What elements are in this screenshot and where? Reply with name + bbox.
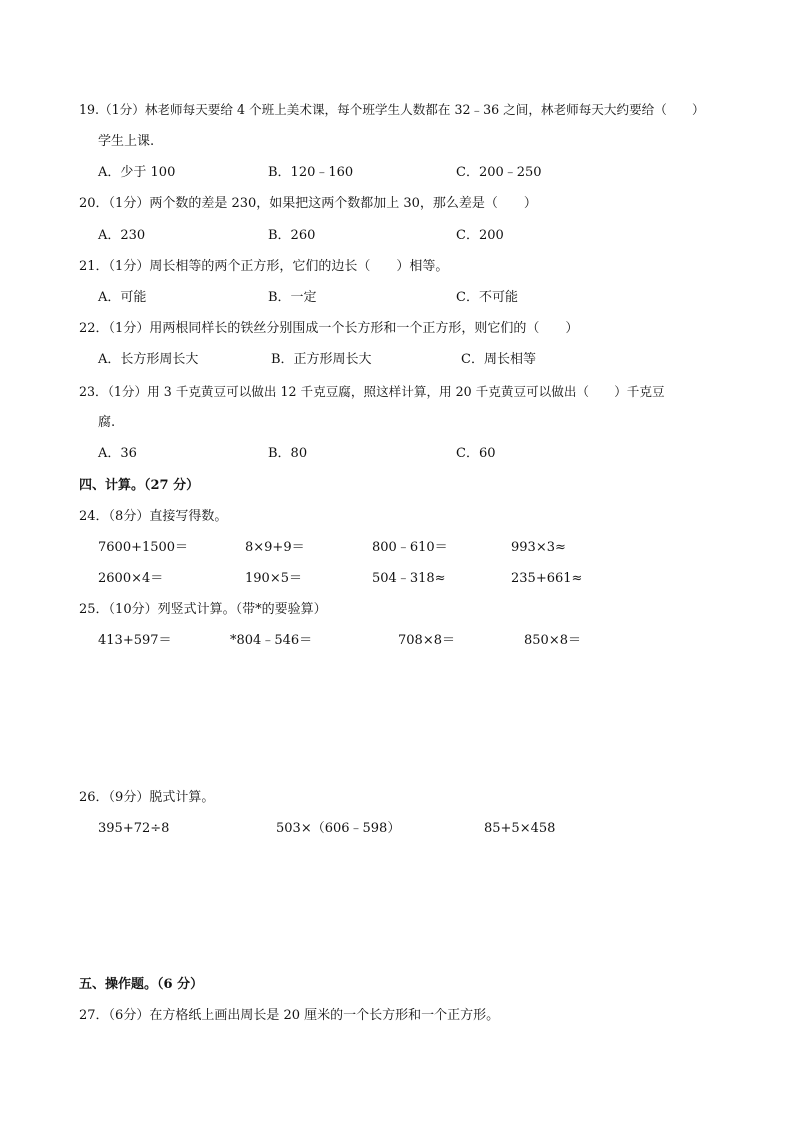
question-22-option-c: C．周长相等 — [461, 352, 536, 367]
question-19-line-1: 19.（1分）林老师每天要给 4 个班上美术课，每个班学生人数都在 32﹣36 之间，林老师每天大约要给（ ） — [79, 102, 705, 117]
q24-r1-expr-3: 800﹣610＝ — [372, 540, 448, 555]
q24-r1-expr-1: 7600+1500＝ — [98, 540, 189, 555]
q26-expr-3: 85+5×458 — [484, 821, 556, 836]
q24-r2-expr-4: 235+661≈ — [511, 571, 583, 586]
question-26-title: 26．（9分）脱式计算。 — [79, 790, 215, 805]
question-23-line-2: 腐. — [98, 415, 116, 430]
question-19-line-2: 学生上课. — [98, 134, 155, 149]
question-21-option-a: A．可能 — [98, 290, 147, 305]
question-20-option-b: B．260 — [268, 228, 316, 243]
question-21-line-1: 21．（1分）周长相等的两个正方形，它们的边长（ ）相等。 — [79, 259, 449, 274]
question-19-option-b: B．120﹣160 — [268, 165, 354, 180]
q24-r2-expr-1: 2600×4＝ — [98, 571, 164, 586]
q24-r1-expr-4: 993×3≈ — [511, 540, 566, 555]
q25-expr-2: *804﹣546＝ — [230, 633, 313, 648]
q25-expr-3: 708×8＝ — [398, 633, 455, 648]
question-23-line-1: 23．（1分）用 3 千克黄豆可以做出 12 千克豆腐，照这样计算，用 20 千克黄豆可以做出（ ）千克豆 — [79, 384, 665, 399]
question-20-option-c: C．200 — [456, 228, 504, 243]
question-27-title: 27．（6分）在方格纸上画出周长是 20 厘米的一个长方形和一个正方形。 — [79, 1008, 500, 1023]
q24-r2-expr-2: 190×5＝ — [245, 571, 302, 586]
q25-expr-4: 850×8＝ — [524, 633, 581, 648]
question-22-line-1: 22．（1分）用两根同样长的铁丝分别围成一个长方形和一个正方形，则它们的（ ） — [79, 321, 579, 336]
q25-expr-1: 413+597＝ — [98, 633, 172, 648]
question-19-option-c: C．200﹣250 — [456, 165, 542, 180]
q26-expr-1: 395+72÷8 — [98, 821, 170, 836]
question-21-option-b: B．一定 — [268, 290, 317, 305]
question-24-title: 24．（8分）直接写得数。 — [79, 509, 228, 524]
question-19-option-a: A．少于 100 — [98, 165, 176, 180]
question-25-title: 25．（10分）列竖式计算。（带*的要验算） — [79, 602, 327, 617]
q24-r1-expr-2: 8×9+9＝ — [245, 540, 305, 555]
q24-r2-expr-3: 504﹣318≈ — [372, 571, 446, 586]
question-20-option-a: A．230 — [98, 228, 146, 243]
q26-expr-2: 503×（606﹣598） — [276, 821, 401, 836]
question-22-option-a: A．长方形周长大 — [98, 352, 199, 367]
section-4-heading: 四、计算。（27 分） — [79, 478, 200, 493]
question-22-option-b: B．正方形周长大 — [271, 352, 372, 367]
question-20-line-1: 20．（1分）两个数的差是 230，如果把这两个数都加上 30，那么差是（ ） — [79, 196, 537, 211]
question-21-option-c: C．不可能 — [456, 290, 518, 305]
question-23-option-c: C．60 — [456, 446, 496, 461]
question-23-option-b: B．80 — [268, 446, 308, 461]
question-23-option-a: A．36 — [98, 446, 137, 461]
section-5-heading: 五、操作题。（6 分） — [79, 977, 204, 992]
